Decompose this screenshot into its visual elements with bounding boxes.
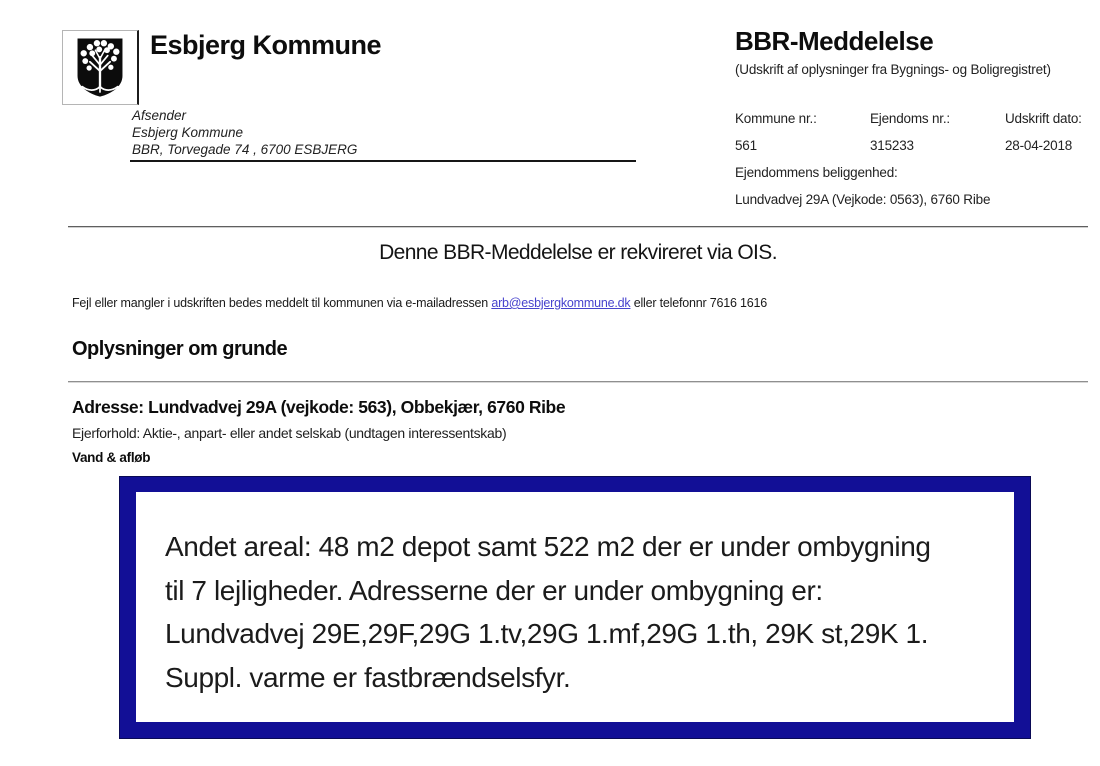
document-subtitle: (Udskrift af oplysninger fra Bygnings- og Boligregistret) xyxy=(735,62,1051,77)
remark-line-3: Lundvadvej 29E,29F,29G 1.tv,29G 1.mf,29G 1.th, 29K st,29K 1. xyxy=(165,618,929,649)
remark-line-2: til 7 lejligheder. Adresserne der er under ombygning er: xyxy=(165,574,823,606)
contact-email-link[interactable]: arb@esbjergkommune.dk xyxy=(491,296,631,310)
section-divider xyxy=(68,381,1088,383)
sender-block xyxy=(132,107,357,158)
section-title-grounds: Oplysninger om grunde xyxy=(72,338,288,360)
error-report-text-before: Fejl eller mangler i udskriften bedes meddelt til kommunen via e-mailadressen xyxy=(72,296,492,310)
highlighted-remark-box xyxy=(120,477,1030,738)
remark-text-area xyxy=(136,492,1014,722)
error-report-text-after: eller telefonnr 7616 1616 xyxy=(630,296,768,310)
print-date-label: Udskrift dato: xyxy=(1005,111,1082,126)
ownership-line: Ejerforhold: Aktie-, anpart- eller andet selskab (undtagen interessentskab) xyxy=(72,425,507,441)
coat-of-arms-icon xyxy=(74,37,126,99)
sender-name: Esbjerg Kommune xyxy=(132,125,244,140)
sender-divider xyxy=(130,160,636,162)
remark-line-4: Suppl. varme er fastbrændselsfyr. xyxy=(165,661,571,693)
sender-label: Afsender xyxy=(132,108,187,123)
water-sewage-heading: Vand & afløb xyxy=(72,450,151,465)
sender-address: BBR, Torvegade 74 , 6700 ESBJERG xyxy=(132,142,358,157)
document-title: BBR-Meddelelse xyxy=(735,26,934,56)
municipality-name: Esbjerg Kommune xyxy=(150,30,382,60)
property-location-label: Ejendommens beliggenhed: xyxy=(735,165,898,180)
print-date-value: 28-04-2018 xyxy=(1005,138,1073,153)
header-divider xyxy=(68,226,1088,228)
address-line: Adresse: Lundvadvej 29A (vejkode: 563), Obbekjær, 6760 Ribe xyxy=(72,397,566,417)
property-number-value: 315233 xyxy=(870,138,914,153)
municipality-number-label: Kommune nr.: xyxy=(735,111,817,126)
property-number-label: Ejendoms nr.: xyxy=(870,111,950,126)
error-report-line xyxy=(72,296,767,310)
municipality-logo xyxy=(62,30,139,105)
remark-line-1: Andet areal: 48 m2 depot samt 522 m2 der er under ombygning xyxy=(165,531,931,562)
property-location-value: Lundvadvej 29A (Vejkode: 0563), 6760 Ribe xyxy=(735,192,991,207)
municipality-number-value: 561 xyxy=(735,138,757,153)
requisition-notice: Denne BBR-Meddelelse er rekvireret via OIS. xyxy=(379,241,777,264)
